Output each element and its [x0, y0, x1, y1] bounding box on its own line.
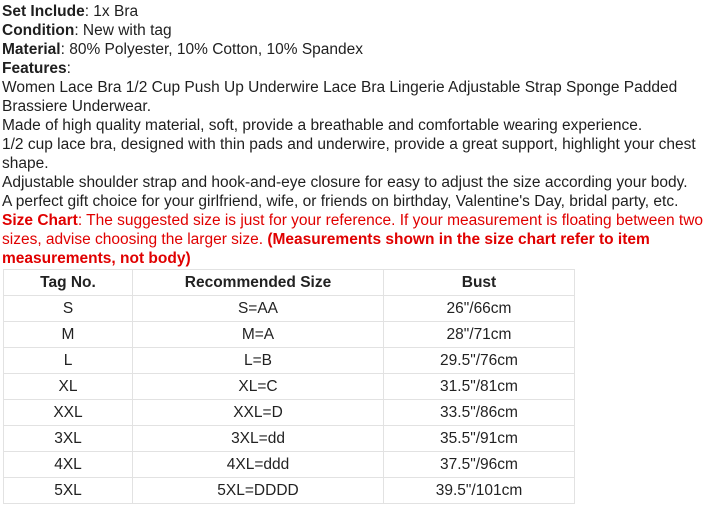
size-chart-note	[2, 211, 719, 268]
material-label: Material	[2, 41, 61, 58]
cell-tag-no: 5XL	[4, 478, 133, 504]
features-colon: :	[66, 60, 71, 77]
cell-bust: 35.5"/91cm	[384, 426, 575, 452]
cell-recommended-size: 3XL=dd	[133, 426, 384, 452]
cell-recommended-size: XL=C	[133, 374, 384, 400]
table-row	[4, 400, 575, 426]
table-header-row	[4, 270, 575, 296]
cell-tag-no: XXL	[4, 400, 133, 426]
cell-recommended-size: M=A	[133, 322, 384, 348]
cell-recommended-size: S=AA	[133, 296, 384, 322]
material-line	[2, 40, 719, 59]
set-include-value: : 1x Bra	[84, 3, 139, 20]
cell-tag-no: 4XL	[4, 452, 133, 478]
table-row	[4, 296, 575, 322]
feature-item: 1/2 cup lace bra, designed with thin pads and underwire, provide a great support, highlight your chest shape.	[2, 136, 696, 172]
cell-bust: 28"/71cm	[384, 322, 575, 348]
cell-bust: 26"/66cm	[384, 296, 575, 322]
cell-bust: 31.5"/81cm	[384, 374, 575, 400]
condition-line	[2, 21, 719, 40]
cell-recommended-size: 5XL=DDDD	[133, 478, 384, 504]
table-row	[4, 348, 575, 374]
cell-recommended-size: XXL=D	[133, 400, 384, 426]
size-chart-table	[3, 269, 575, 504]
table-row	[4, 374, 575, 400]
size-chart-bold-note: (Measurements shown in the size chart refer to item measurements, not body)	[2, 231, 650, 267]
feature-item: Adjustable shoulder strap and hook-and-eye closure for easy to adjust the size according your body.	[2, 174, 688, 191]
cell-tag-no: S	[4, 296, 133, 322]
set-include-line	[2, 2, 719, 21]
feature-item: Made of high quality material, soft, provide a breathable and comfortable wearing experience.	[2, 117, 643, 134]
condition-value: : New with tag	[74, 22, 172, 39]
cell-recommended-size: 4XL=ddd	[133, 452, 384, 478]
table-row	[4, 322, 575, 348]
set-include-label: Set Include	[2, 3, 85, 20]
feature-item: Women Lace Bra 1/2 Cup Push Up Underwire Lace Bra Lingerie Adjustable Strap Sponge Padded Brassiere Underwear.	[2, 79, 678, 115]
size-chart-note-text: : The suggested size is just for your reference. If your measurement is floating between two sizes, advise choosing the larger size.	[2, 212, 704, 248]
condition-label: Condition	[2, 22, 75, 39]
table-row	[4, 426, 575, 452]
table-row	[4, 478, 575, 504]
cell-tag-no: M	[4, 322, 133, 348]
column-header-recommended-size: Recommended Size	[133, 270, 384, 296]
cell-recommended-size: L=B	[133, 348, 384, 374]
cell-tag-no: 3XL	[4, 426, 133, 452]
cell-bust: 29.5"/76cm	[384, 348, 575, 374]
material-value: : 80% Polyester, 10% Cotton, 10% Spandex	[60, 41, 364, 58]
cell-bust: 37.5"/96cm	[384, 452, 575, 478]
cell-tag-no: L	[4, 348, 133, 374]
feature-item: A perfect gift choice for your girlfriend, wife, or friends on birthday, Valentine's Day, bridal party, etc.	[2, 193, 679, 210]
cell-bust: 33.5"/86cm	[384, 400, 575, 426]
column-header-tag-no: Tag No.	[4, 270, 133, 296]
features-heading	[2, 59, 719, 78]
table-row	[4, 452, 575, 478]
size-chart-label: Size Chart	[2, 212, 78, 229]
features-label: Features	[2, 60, 67, 77]
cell-bust: 39.5"/101cm	[384, 478, 575, 504]
column-header-bust: Bust	[384, 270, 575, 296]
cell-tag-no: XL	[4, 374, 133, 400]
